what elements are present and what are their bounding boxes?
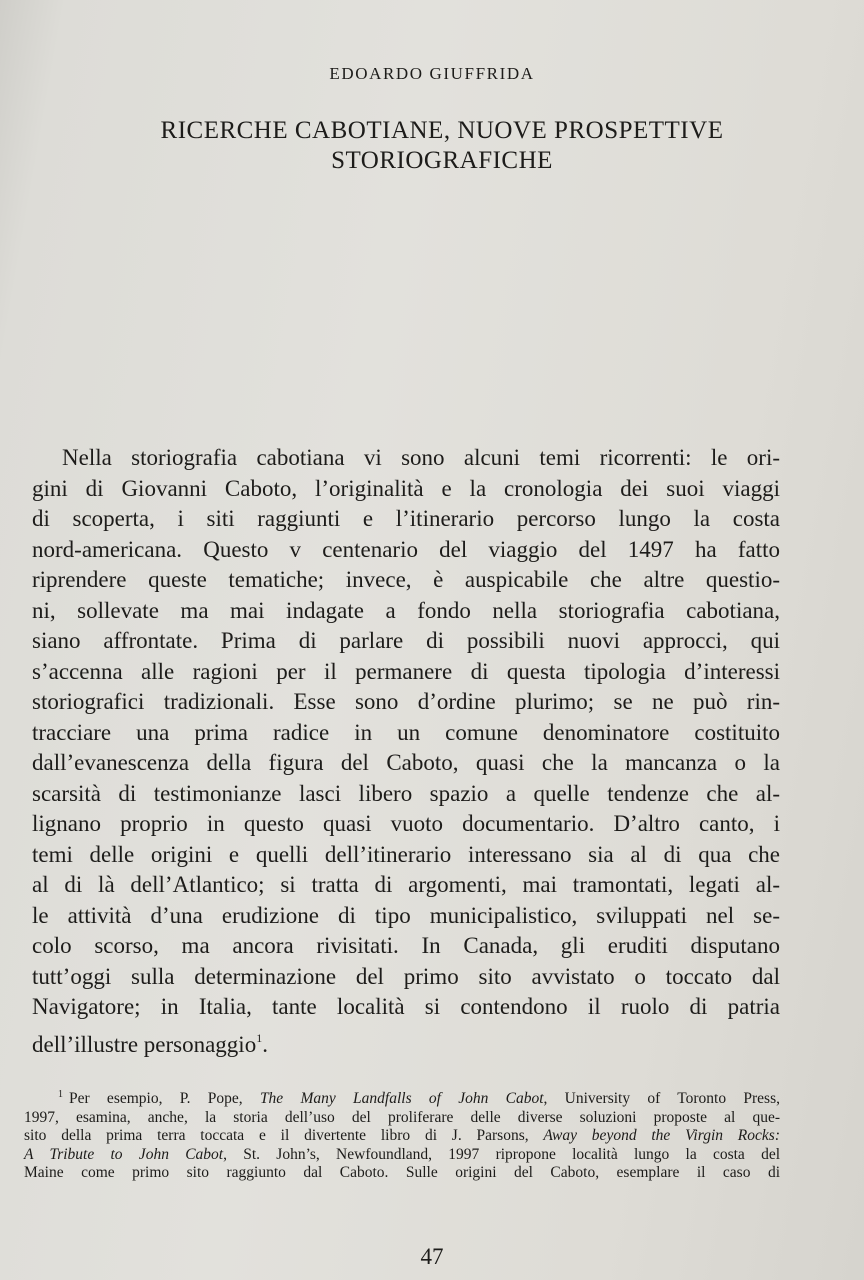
footnote-book-title: A Tribute to John Cabot xyxy=(24,1145,224,1163)
footnote-text: , University of Toronto Press, xyxy=(543,1090,780,1107)
footnote-marker: 1 xyxy=(58,1089,63,1100)
body-line: s’accenna alle ragioni per il permanere di questa tipologia d’interessi xyxy=(32,658,780,684)
body-line: Navigatore; in Italia, tante località si contendono il ruolo di patria xyxy=(32,994,780,1019)
body-line: al di là dell’Atlantico; si tratta di argomenti, mai tramontati, legati al- xyxy=(32,872,780,897)
body-line: tutt’oggi sulla determinazione del primo sito avvistato o toccato dal xyxy=(32,963,780,989)
body-line: di scoperta, i siti raggiunti e l’itinerario percorso lungo la costa xyxy=(32,506,780,531)
chapter-title-line: STORIOGRAFICHE xyxy=(331,147,553,174)
footnote-book-title: The Many Landfalls of John Cabot xyxy=(259,1090,544,1107)
footnote-text: Per esempio, P. Pope, xyxy=(69,1090,260,1107)
page-number: 47 xyxy=(420,1244,444,1269)
body-line: nord-americana. Questo v centenario del viaggio del 1497 ha fatto xyxy=(32,536,780,562)
body-line: colo scorso, ma ancora rivisitati. In Canada, gli eruditi disputano xyxy=(32,933,780,958)
footnote-line xyxy=(24,1127,780,1146)
body-line: temi delle origini e quelli dell’itinerario interessano sia al di qua che xyxy=(32,841,780,867)
body-line: Nella storiografia cabotiana vi sono alcuni temi ricorrenti: le ori- xyxy=(62,445,780,470)
body-line: riprendere queste tematiche; invece, è auspicabile che altre questio- xyxy=(32,567,780,592)
footnote-book-title: Away beyond the Virgin Rocks: xyxy=(543,1127,780,1144)
body-line-last: dell’illustre personaggio$^1$. xyxy=(32,1030,268,1057)
chapter-title-line: RICERCHE CABOTIANE, NUOVE PROSPETTIVE xyxy=(160,117,724,144)
body-line: tracciare una prima radice in un comune denominatore costituito xyxy=(32,719,780,745)
body-line-text: dell’illustre personaggio xyxy=(32,1031,257,1057)
body-line: le attività d’una erudizione di tipo municipalistico, sviluppati nel se- xyxy=(32,902,780,928)
footnote-text: sito della prima terra toccata e il divertente libro di J. Parsons, xyxy=(24,1127,544,1144)
footnote-line xyxy=(24,1086,780,1109)
author-name: EDOARDO GIUFFRIDA xyxy=(329,64,535,83)
footnote-line: Maine come primo sito raggiunto dal Caboto. Sulle origini del Caboto, esemplare il caso di xyxy=(24,1164,780,1181)
body-line: lignano proprio in questo quasi vuoto documentario. D’altro canto, i xyxy=(32,811,780,836)
footnote-text: , St. John’s, Newfoundland, 1997 ripropone località lungo la costa del xyxy=(223,1145,781,1163)
body-paragraph xyxy=(32,443,780,1060)
footnote-line: 1997, esamina, anche, la storia dell’uso del proliferare delle diverse soluzioni proposte al que- xyxy=(24,1108,780,1126)
chapter-title xyxy=(60,116,824,176)
footnote-line xyxy=(24,1146,780,1165)
body-line: storiografici tradizionali. Esse sono d’ordine plurimo; se ne può rin- xyxy=(32,689,780,714)
body-line: dall’evanescenza della figura del Caboto, quasi che la mancanza o la xyxy=(32,750,780,775)
footnote xyxy=(24,1086,780,1183)
body-line: scarsità di testimonianze lasci libero spazio a quelle tendenze che al- xyxy=(32,780,780,806)
body-line: siano affrontate. Prima di parlare di possibili nuovi approcci, qui xyxy=(32,628,780,653)
body-line: ni, sollevate ma mai indagate a fondo nella storiografia cabotiana, xyxy=(32,597,780,623)
body-line: gini di Giovanni Caboto, l’originalità e la cronologia dei suoi viaggi xyxy=(32,475,780,501)
footnote-reference[interactable]: 1 xyxy=(256,1030,263,1045)
